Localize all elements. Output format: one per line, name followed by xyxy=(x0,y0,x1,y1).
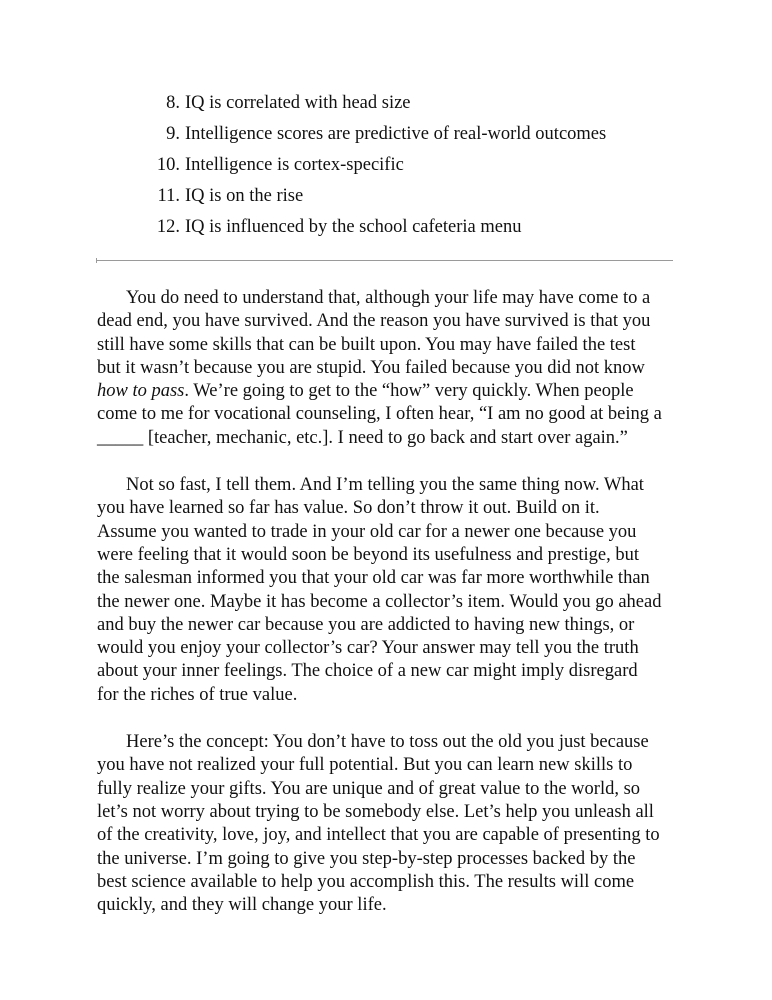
list-item-text: Intelligence scores are predictive of real-world outcomes xyxy=(185,124,607,144)
text-line: Here’s the concept: You don’t have to toss out the old you just because xyxy=(126,732,649,753)
text-line: the salesman informed you that your old car was far more worthwhile than xyxy=(97,568,650,589)
text-line: Assume you wanted to trade in your old car for a newer one because you xyxy=(97,521,637,542)
text-line: but it wasn’t because you are stupid. You failed because you did not know xyxy=(97,357,645,378)
paragraph-3 xyxy=(97,731,687,917)
text-line: fully realize your gifts. You are unique and of great value to the world, so xyxy=(97,778,641,799)
list-item xyxy=(140,88,606,119)
list-item-text: IQ is influenced by the school cafeteria menu xyxy=(185,217,522,237)
text-line: Not so fast, I tell them. And I’m telling you the same thing now. What xyxy=(126,475,644,496)
list-item-number: 12. xyxy=(156,217,180,237)
text-line: still have some skills that can be built upon. You may have failed the test xyxy=(97,334,636,355)
list-item-text: IQ is on the rise xyxy=(185,186,304,206)
text-line: dead end, you have survived. And the reason you have survived is that you xyxy=(97,311,651,332)
list-item-text: IQ is correlated with head size xyxy=(185,93,411,113)
list-item-number: 9. xyxy=(166,124,180,144)
list-item-number: 8. xyxy=(166,93,180,113)
text-line: the newer one. Maybe it has become a collector’s item. Would you go ahead xyxy=(97,591,662,612)
list-item xyxy=(140,212,606,243)
body-text xyxy=(97,287,687,941)
text-line xyxy=(97,380,687,403)
text-line: best science available to help you accomplish this. The results will come xyxy=(97,871,635,892)
list-item-number: 11. xyxy=(157,186,180,206)
italic-phrase: how to pass xyxy=(97,381,185,402)
text-line: _____ [teacher, mechanic, etc.]. I need to go back and start over again.” xyxy=(97,427,628,448)
paragraph-1 xyxy=(97,287,687,450)
list-item xyxy=(140,181,606,212)
text-line: were feeling that it would soon be beyond its usefulness and prestige, but xyxy=(97,544,640,565)
text-line: You do need to understand that, although your life may have come to a xyxy=(126,288,651,308)
text-line: would you enjoy your collector’s car? Your answer may tell you the truth xyxy=(97,638,639,659)
text-line: you have not realized your full potential. But you can learn new skills to xyxy=(97,755,633,776)
text-line: for the riches of true value. xyxy=(97,684,298,705)
list-item xyxy=(140,150,606,181)
text-line: and buy the newer car because you are addicted to having new things, or xyxy=(97,614,635,635)
list-item xyxy=(140,119,606,150)
numbered-list xyxy=(140,88,606,243)
text-line: come to me for vocational counseling, I often hear, “I am no good at being a xyxy=(97,404,662,425)
section-divider xyxy=(97,260,673,261)
text-line: of the creativity, love, joy, and intellect that you are capable of presenting to xyxy=(97,825,660,846)
text-line: about your inner feelings. The choice of a new car might imply disregard xyxy=(97,661,638,682)
text-line: the universe. I’m going to give you step-by-step processes backed by the xyxy=(97,848,636,869)
text-line: quickly, and they will change your life. xyxy=(97,895,387,916)
list-item-text: Intelligence is cortex-specific xyxy=(185,155,404,175)
text-line: let’s not worry about trying to be somebody else. Let’s help you unleash all xyxy=(97,801,654,822)
list-item-number: 10. xyxy=(156,155,180,175)
text-fragment: . We’re going to get to the “how” very quickly. When people xyxy=(184,381,634,402)
paragraph-2 xyxy=(97,474,687,707)
text-line: you have learned so far has value. So don’t throw it out. Build on it. xyxy=(97,498,600,519)
